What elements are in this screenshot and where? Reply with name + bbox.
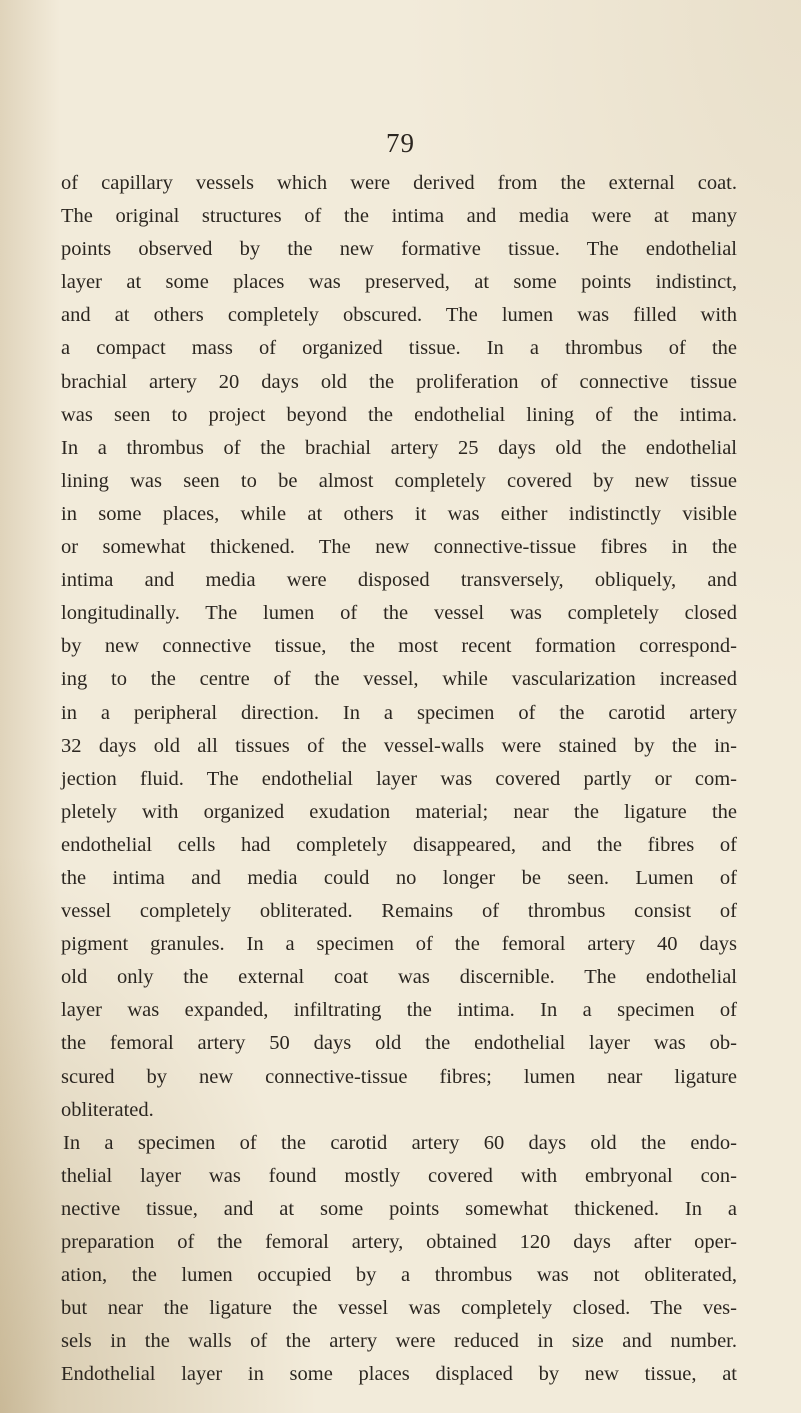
text-line: but near the ligature the vessel was completely closed. The ves- — [61, 1297, 737, 1320]
text-line: of capillary vessels which were derived from the external coat. — [61, 172, 737, 194]
text-line: the intima and media could no longer be seen. Lumen of — [61, 866, 737, 889]
text-line: the femoral artery 50 days old the endothelial layer was ob- — [61, 1032, 737, 1055]
text-line: old only the external coat was discernible. The endothelial — [61, 966, 737, 989]
text-line: intima and media were disposed transversely, obliquely, and — [61, 569, 737, 592]
text-line: 32 days old all tissues of the vessel-walls were stained by the in- — [61, 734, 737, 757]
text-line: ing to the centre of the vessel, while vascularization increased — [61, 668, 737, 691]
text-line: scured by new connective-tissue fibres; lumen near ligature — [61, 1065, 737, 1088]
text-line: endothelial cells had completely disappeared, and the fibres of — [61, 833, 737, 856]
text-line: in some places, while at others it was either indistinctly visible — [61, 502, 737, 525]
text-line: preparation of the femoral artery, obtained 120 days after oper- — [61, 1231, 737, 1253]
text-line: layer was expanded, infiltrating the intima. In a specimen of — [61, 999, 737, 1022]
text-line: lining was seen to be almost completely covered by new tissue — [61, 469, 737, 492]
text-line: pletely with organized exudation material; near the ligature the — [61, 800, 737, 823]
text-line: brachial artery 20 days old the proliferation of connective tissue — [61, 370, 737, 393]
text-line: vessel completely obliterated. Remains of thrombus consist of — [61, 900, 737, 923]
text-line: sels in the walls of the artery were reduced in size and number. — [61, 1330, 737, 1353]
text-line: in a peripheral direction. In a specimen of the carotid artery — [61, 701, 737, 724]
text-line: nective tissue, and at some points somewhat thickened. In a — [61, 1197, 737, 1220]
text-line: In a specimen of the carotid artery 60 days old the endo- — [63, 1131, 737, 1154]
text-line: obliterated. — [61, 1098, 154, 1121]
text-line: was seen to project beyond the endothelial lining of the intima. — [61, 403, 737, 426]
text-line: The original structures of the intima and media were at many — [61, 205, 737, 228]
text-line: a compact mass of organized tissue. In a thrombus of the — [61, 337, 737, 360]
text-line: points observed by the new formative tissue. The endothelial — [61, 238, 737, 261]
text-line: or somewhat thickened. The new connective-tissue fibres in the — [61, 536, 737, 559]
text-line: ation, the lumen occupied by a thrombus was not obliterated, — [61, 1264, 737, 1287]
text-line: and at others completely obscured. The lumen was filled with — [61, 304, 737, 327]
text-line: pigment granules. In a specimen of the femoral artery 40 days — [61, 933, 737, 956]
text-line: jection fluid. The endothelial layer was covered partly or com- — [61, 767, 737, 790]
body-text — [61, 167, 737, 1391]
text-line: longitudinally. The lumen of the vessel was completely closed — [61, 602, 737, 625]
text-line: Endothelial layer in some places displaced by new tissue, at — [61, 1363, 737, 1386]
text-line: by new connective tissue, the most recent formation correspond- — [61, 635, 737, 658]
text-line: In a thrombus of the brachial artery 25 days old the endothelial — [61, 436, 737, 459]
page-number: 79 — [386, 128, 415, 158]
text-line: thelial layer was found mostly covered with embryonal con- — [61, 1164, 737, 1187]
text-line: layer at some places was preserved, at some points indistinct, — [61, 271, 737, 294]
